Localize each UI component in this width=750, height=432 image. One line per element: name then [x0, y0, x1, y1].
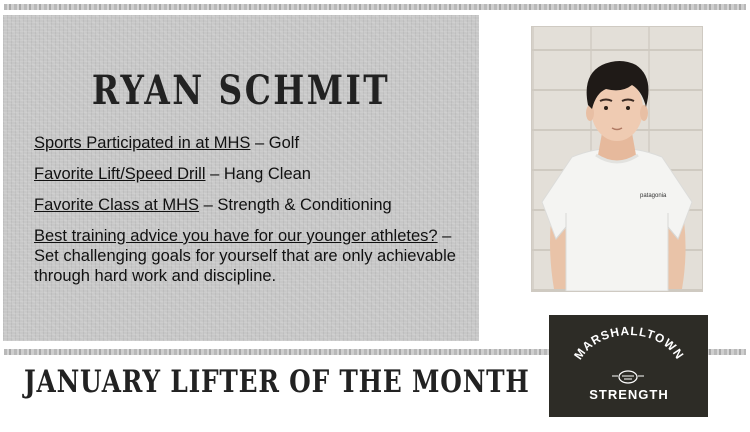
logo-bottom-text: STRENGTH — [589, 387, 669, 402]
logo-emblem-icon — [612, 371, 644, 383]
fact-question: Favorite Lift/Speed Drill — [34, 165, 206, 183]
fact-question: Best training advice you have for our younger athletes? — [34, 227, 438, 245]
fact-answer: – Golf — [250, 134, 300, 152]
fact-question: Favorite Class at MHS — [34, 196, 200, 214]
fact-answer: – Hang Clean — [205, 165, 311, 183]
fact-sports — [34, 133, 464, 153]
fact-training-advice — [34, 226, 464, 286]
logo-graphic — [549, 315, 708, 417]
logo-top-text: MARSHALLTOWN — [571, 323, 687, 363]
facts-list — [34, 133, 464, 297]
fact-answer: – Set challenging goals for yourself that are only achievable through hard work and discipline. — [34, 227, 456, 285]
fact-favorite-class — [34, 195, 464, 215]
lifter-of-month-title: JANUARY LIFTER OF THE MONTH — [24, 364, 530, 400]
profile-panel — [3, 15, 479, 341]
fact-question: Sports Participated in at MHS — [34, 134, 251, 152]
fact-answer: – Strength & Conditioning — [199, 196, 392, 214]
marshalltown-strength-logo — [549, 315, 708, 417]
fact-favorite-lift — [34, 164, 464, 184]
top-divider — [4, 4, 746, 10]
athlete-name: RYAN SCHMIT — [91, 67, 391, 114]
shirt-logo-text: patagonia — [640, 193, 667, 199]
athlete-photo — [531, 26, 703, 292]
athlete-figure — [532, 27, 702, 291]
